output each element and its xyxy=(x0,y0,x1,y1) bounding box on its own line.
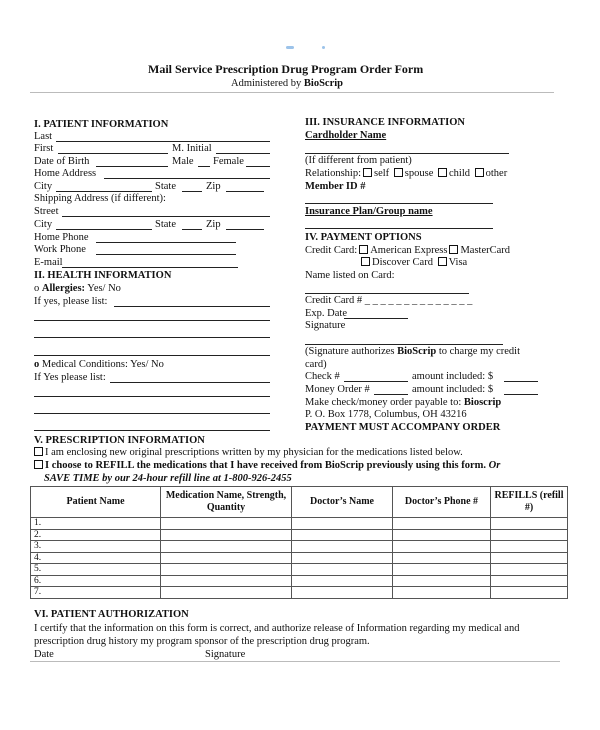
state-field[interactable] xyxy=(182,191,202,192)
home-address-field[interactable] xyxy=(104,178,270,179)
allergies-if-yes: If yes, please list: xyxy=(34,296,108,307)
male-field[interactable] xyxy=(198,166,210,167)
cell[interactable] xyxy=(161,541,292,553)
check-label: Check # xyxy=(305,371,340,382)
street-label: Street xyxy=(34,206,59,217)
ship-zip-label: Zip xyxy=(206,219,221,230)
col-refills: REFILLS (refill #) xyxy=(491,487,568,518)
conditions-if-yes: If Yes please list: xyxy=(34,372,106,383)
save-time-line: SAVE TIME by our 24-hour refill line at 1-800-926-2455 xyxy=(44,473,292,484)
allergies-label: Allergies: xyxy=(41,283,86,294)
sig-note-brand: BioScrip xyxy=(397,346,437,357)
refill-label: I choose to REFILL the medications that I have received from BioScrip previously using this form. xyxy=(45,460,486,471)
cell[interactable] xyxy=(161,529,292,541)
email-field[interactable] xyxy=(62,267,238,268)
col-doctor-phone: Doctor’s Phone # xyxy=(393,487,491,518)
cell[interactable] xyxy=(292,587,393,599)
sig-note-prefix: (Signature authorizes xyxy=(305,346,398,357)
money-order-amount-field[interactable] xyxy=(504,394,538,395)
cell[interactable] xyxy=(292,552,393,564)
sig-note-suffix: to charge my credit xyxy=(436,346,521,357)
money-order-amount-label: amount included: $ xyxy=(412,384,494,395)
amex-checkbox[interactable] xyxy=(359,245,368,254)
cell[interactable] xyxy=(161,552,292,564)
col-doctor-name: Doctor’s Name xyxy=(292,487,393,518)
col-patient-name: Patient Name xyxy=(31,487,161,518)
payment-must-accompany: PAYMENT MUST ACCOMPANY ORDER xyxy=(305,422,501,433)
new-rx-row xyxy=(32,447,463,458)
last-label: Last xyxy=(34,131,53,142)
table-row xyxy=(31,564,568,576)
conditions-line-3[interactable] xyxy=(34,413,270,414)
form-title: Mail Service Prescription Drug Program Order Form xyxy=(148,62,424,76)
authorization-text-2: prescription drug history my program sponsor of the prescription drug program. xyxy=(34,636,370,647)
administered-prefix: Administered by xyxy=(231,78,304,89)
refill-checkbox[interactable] xyxy=(34,460,43,469)
female-field[interactable] xyxy=(246,166,270,167)
spouse-label: spouse xyxy=(404,168,434,179)
cell[interactable] xyxy=(393,541,491,553)
payment-heading: IV. PAYMENT OPTIONS xyxy=(305,232,422,243)
cell[interactable] xyxy=(393,575,491,587)
ship-city-label: City xyxy=(34,219,53,230)
table-row xyxy=(31,518,568,530)
city-label: City xyxy=(34,181,53,192)
conditions-bullet: o xyxy=(34,359,42,370)
authorization-text-1: I certify that the information on this form is correct, and authorize release of Information regarding my medical and xyxy=(34,623,520,634)
prescription-table xyxy=(30,486,568,599)
first-label: First xyxy=(34,143,54,154)
cell[interactable] xyxy=(393,587,491,599)
table-row xyxy=(31,541,568,553)
row-number[interactable]: 5. xyxy=(31,564,161,576)
dob-field[interactable] xyxy=(96,166,168,167)
spouse-checkbox[interactable] xyxy=(394,168,403,177)
first-field[interactable] xyxy=(58,153,168,154)
member-id-label: Member ID # xyxy=(305,181,366,192)
authorization-signature-label: Signature xyxy=(205,649,246,660)
sig-note-line2: card) xyxy=(305,359,327,370)
home-phone-field[interactable] xyxy=(96,242,236,243)
row-number[interactable]: 4. xyxy=(31,552,161,564)
self-checkbox[interactable] xyxy=(363,168,372,177)
other-label: other xyxy=(485,168,508,179)
new-rx-label: I am enclosing new original prescriptions written by my physician for the medications listed below. xyxy=(45,447,463,458)
logo-mark-icon xyxy=(286,46,294,49)
row-number[interactable]: 7. xyxy=(31,587,161,599)
check-amount-field[interactable] xyxy=(504,381,538,382)
allergies-row xyxy=(34,283,121,294)
cell[interactable] xyxy=(393,518,491,530)
relationship-row xyxy=(305,168,507,179)
allergies-line-2[interactable] xyxy=(34,320,270,321)
mastercard-checkbox[interactable] xyxy=(449,245,458,254)
cell[interactable] xyxy=(491,552,568,564)
credit-card-row-2 xyxy=(359,257,467,268)
email-label: E-mail xyxy=(34,257,63,268)
row-number[interactable]: 2. xyxy=(31,529,161,541)
authorization-heading: VI. PATIENT AUTHORIZATION xyxy=(34,609,189,620)
discover-checkbox[interactable] xyxy=(361,257,370,266)
make-payable xyxy=(305,397,501,408)
allergies-yes-no[interactable]: Yes/ No xyxy=(87,283,121,294)
cell[interactable] xyxy=(161,518,292,530)
row-number[interactable]: 6. xyxy=(31,575,161,587)
amex-label: American Express xyxy=(370,245,448,256)
table-row xyxy=(31,552,568,564)
sig-note xyxy=(305,346,520,357)
visa-checkbox[interactable] xyxy=(438,257,447,266)
zip-field[interactable] xyxy=(226,191,264,192)
new-rx-checkbox[interactable] xyxy=(34,447,43,456)
name-on-card-field[interactable] xyxy=(305,293,469,294)
patient-heading: I. PATIENT INFORMATION xyxy=(34,119,169,130)
cell[interactable] xyxy=(491,575,568,587)
male-label: Male xyxy=(172,156,194,167)
female-label: Female xyxy=(213,156,244,167)
insurance-heading: III. INSURANCE INFORMATION xyxy=(305,117,465,128)
other-checkbox[interactable] xyxy=(475,168,484,177)
signature-field[interactable] xyxy=(305,344,503,345)
cell[interactable] xyxy=(491,587,568,599)
plan-label: Insurance Plan/Group name xyxy=(305,206,433,217)
money-order-field[interactable] xyxy=(374,394,408,395)
cell[interactable] xyxy=(292,564,393,576)
col-medication: Medication Name, Strength, Quantity xyxy=(161,487,292,518)
cell[interactable] xyxy=(393,552,491,564)
conditions-label: Medical Conditions: xyxy=(41,359,128,370)
check-field[interactable] xyxy=(344,381,408,382)
visa-label: Visa xyxy=(448,257,468,268)
cell[interactable] xyxy=(491,529,568,541)
mastercard-label: MasterCard xyxy=(460,245,511,256)
cell[interactable] xyxy=(393,564,491,576)
conditions-line-4[interactable] xyxy=(34,430,270,431)
cell[interactable] xyxy=(161,587,292,599)
work-phone-field[interactable] xyxy=(96,254,236,255)
card-number-label: Credit Card # xyxy=(305,295,363,306)
self-label: self xyxy=(374,168,390,179)
administered-by xyxy=(231,78,343,89)
child-label: child xyxy=(449,168,471,179)
discover-label: Discover Card xyxy=(372,257,433,268)
allergies-line-4[interactable] xyxy=(34,355,270,356)
relationship-label: Relationship: xyxy=(305,168,361,179)
credit-card-row xyxy=(305,245,510,256)
cell[interactable] xyxy=(491,518,568,530)
card-number-blank[interactable]: _ _ _ _ _ _ _ _ _ _ _ _ _ _ xyxy=(364,295,473,306)
home-phone-label: Home Phone xyxy=(34,232,89,243)
table-row xyxy=(31,529,568,541)
shipping-label: Shipping Address (if different): xyxy=(34,193,166,204)
dob-label: Date of Birth xyxy=(34,156,90,167)
row-number[interactable]: 1. xyxy=(31,518,161,530)
prescription-heading: V. PRESCRIPTION INFORMATION xyxy=(34,435,205,446)
exp-date-label: Exp. Date xyxy=(305,308,347,319)
ship-zip-field[interactable] xyxy=(226,229,264,230)
conditions-row xyxy=(34,359,164,370)
ship-city-field[interactable] xyxy=(56,229,152,230)
money-order-label: Money Order # xyxy=(305,384,370,395)
allergies-line-1[interactable] xyxy=(114,306,270,307)
row-number[interactable]: 3. xyxy=(31,541,161,553)
work-phone-label: Work Phone xyxy=(34,244,86,255)
cell[interactable] xyxy=(292,575,393,587)
initial-field[interactable] xyxy=(216,153,270,154)
check-amount-label: amount included: $ xyxy=(412,371,494,382)
exp-date-field[interactable] xyxy=(344,318,408,319)
ship-state-field[interactable] xyxy=(182,229,202,230)
refill-or: Or xyxy=(486,460,501,471)
street-field[interactable] xyxy=(62,216,270,217)
authorization-date-label: Date xyxy=(34,649,54,660)
plan-field[interactable] xyxy=(305,228,493,229)
initial-label: M. Initial xyxy=(172,143,212,154)
logo-dot-icon xyxy=(322,46,325,49)
header-divider xyxy=(30,92,554,93)
cell[interactable] xyxy=(292,529,393,541)
administered-name: BioScrip xyxy=(303,78,343,89)
conditions-yes-no[interactable]: Yes/ No xyxy=(130,359,164,370)
cell[interactable] xyxy=(292,518,393,530)
health-heading: II. HEALTH INFORMATION xyxy=(34,270,172,281)
if-different-label: (If different from patient) xyxy=(305,155,412,166)
card-number-row xyxy=(305,295,472,306)
cell[interactable] xyxy=(393,529,491,541)
name-on-card-label: Name listed on Card: xyxy=(305,270,395,281)
cardholder-field[interactable] xyxy=(305,153,509,154)
child-checkbox[interactable] xyxy=(438,168,447,177)
home-address-label: Home Address xyxy=(34,168,97,179)
authorization-signature-line[interactable] xyxy=(30,661,560,662)
state-label: State xyxy=(155,181,176,192)
make-payable-brand: Bioscrip xyxy=(463,397,502,408)
refill-row xyxy=(32,460,500,471)
po-box: P. O. Box 1778, Columbus, OH 43216 xyxy=(305,409,467,420)
conditions-line-2[interactable] xyxy=(34,396,270,397)
conditions-line-1[interactable] xyxy=(110,382,270,383)
credit-card-label: Credit Card: xyxy=(305,245,358,256)
cell[interactable] xyxy=(161,575,292,587)
table-header-row xyxy=(31,487,568,518)
ship-state-label: State xyxy=(155,219,176,230)
table-row xyxy=(31,575,568,587)
last-field[interactable] xyxy=(56,141,270,142)
member-id-field[interactable] xyxy=(305,203,493,204)
cell[interactable] xyxy=(292,541,393,553)
cell[interactable] xyxy=(161,564,292,576)
cell[interactable] xyxy=(491,541,568,553)
table-row xyxy=(31,587,568,599)
cell[interactable] xyxy=(491,564,568,576)
allergies-bullet: o xyxy=(34,283,42,294)
signature-label: Signature xyxy=(305,320,346,331)
make-payable-prefix: Make check/money order payable to: xyxy=(305,397,464,408)
allergies-line-3[interactable] xyxy=(34,337,270,338)
city-field[interactable] xyxy=(56,191,152,192)
zip-label: Zip xyxy=(206,181,221,192)
cardholder-label: Cardholder Name xyxy=(305,130,387,141)
